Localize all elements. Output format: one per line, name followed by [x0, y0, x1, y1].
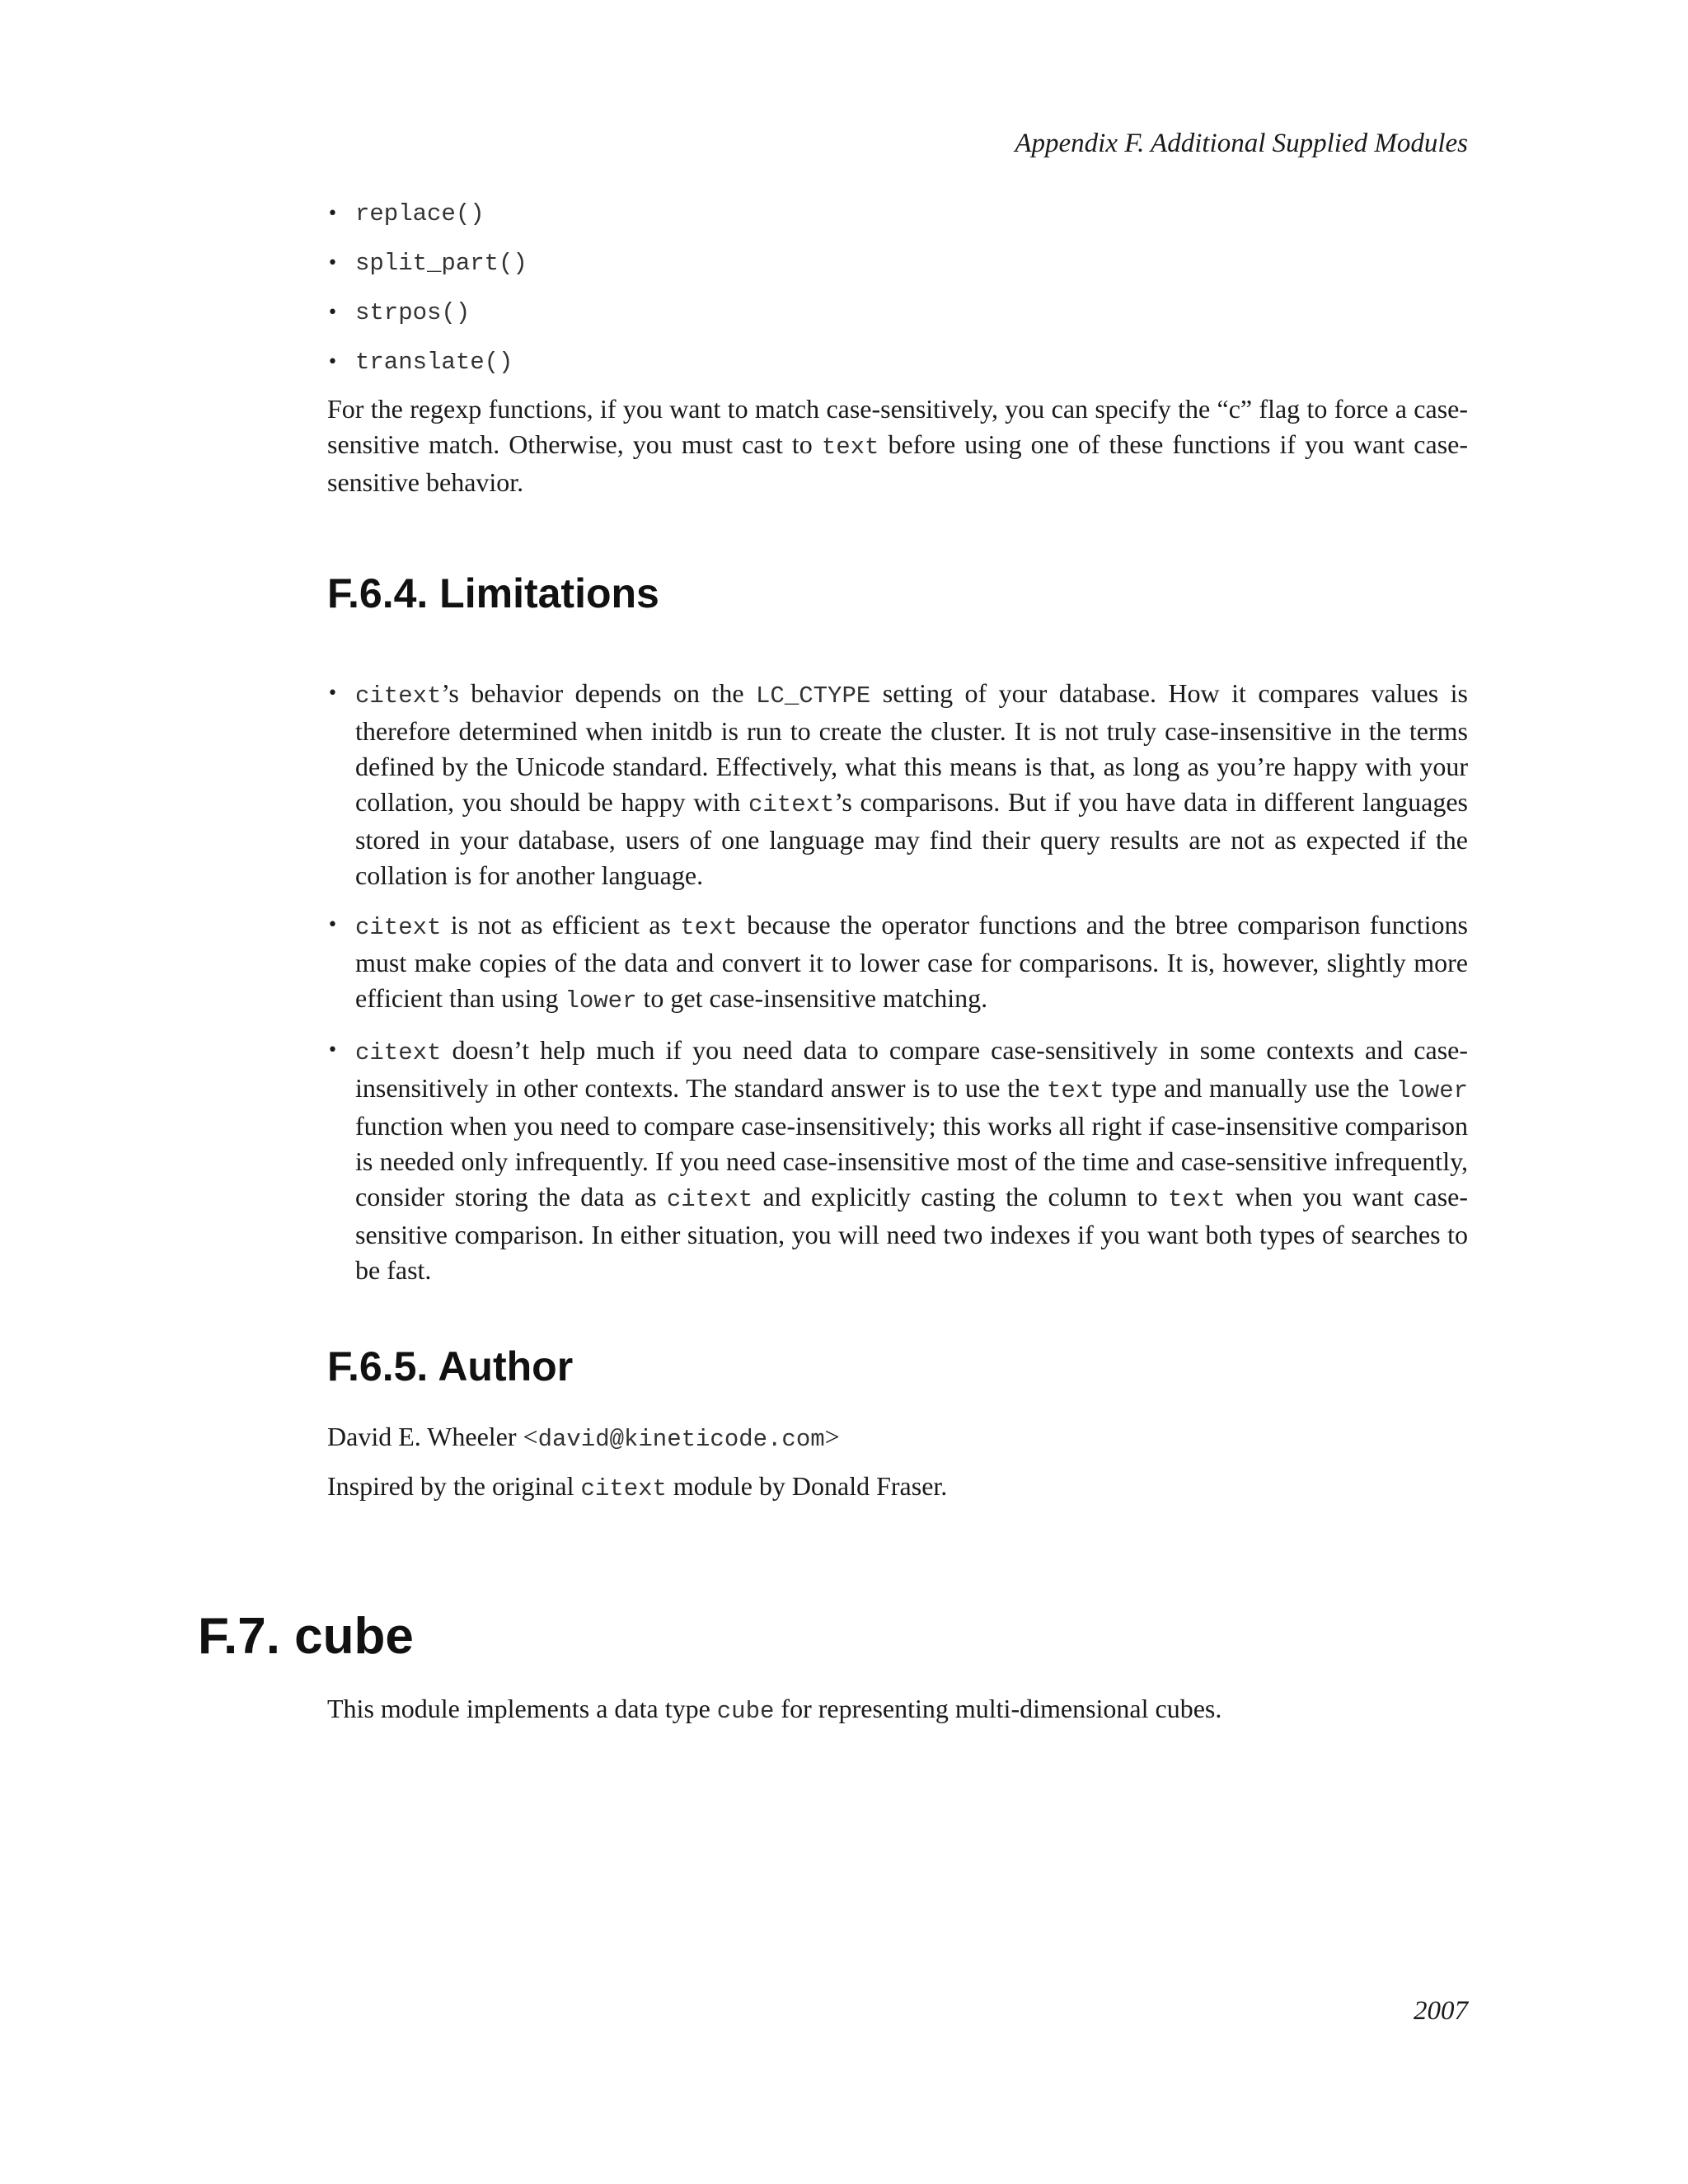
list-item [327, 1033, 1468, 1288]
item-text: to get case-insensitive matching. [636, 983, 988, 1013]
function-name: strpos() [355, 299, 471, 326]
bullet-icon: • [327, 683, 338, 704]
item-text: and explicitly casting the column to [753, 1182, 1168, 1212]
inline-code: text [1047, 1077, 1104, 1104]
list-item [327, 907, 1468, 1019]
paragraph-text: For the regexp functions, if you want to match case-sensitively, you can specify the “c” flag to force a case-sensitive match. Otherwise, you must cast to [327, 394, 1468, 459]
inline-code: text [680, 914, 738, 941]
inline-code: lower [1396, 1077, 1469, 1104]
bullet-icon: • [327, 253, 338, 274]
author-line [327, 1419, 1468, 1457]
inline-code: citext [355, 1039, 442, 1066]
bullet-icon: • [327, 204, 338, 224]
inline-code: text [1167, 1186, 1226, 1213]
list-item [327, 346, 528, 396]
inline-code: lower [565, 987, 637, 1015]
limitations-list [327, 676, 1468, 1302]
author-email: david@kineticode.com [537, 1426, 825, 1453]
inspired-line [327, 1469, 1468, 1507]
item-text: type and manually use the [1104, 1073, 1396, 1103]
function-name: translate() [355, 349, 513, 376]
chapter-heading-cube: F.7. cube [198, 1608, 414, 1665]
item-text: ’s comparisons. But if you have data in different languages stored in your database, users of one language may find their query results are not as expected if the collation is for another language. [355, 787, 1469, 890]
section-heading-limitations: F.6.4. Limitations [327, 570, 659, 616]
paragraph-text: This module implements a data type [327, 1694, 717, 1723]
bullet-icon: • [327, 915, 338, 935]
author-name: David E. Wheeler < [327, 1422, 538, 1451]
list-item [327, 297, 528, 346]
function-name: split_part() [355, 250, 528, 277]
page-number: 2007 [1414, 1996, 1468, 2026]
function-list [327, 198, 528, 396]
bullet-icon: • [327, 1040, 338, 1061]
list-item-text [355, 1033, 1468, 1288]
paragraph-text: before using one of these functions if you want case-sensitive behavior. [327, 429, 1469, 497]
list-item-text [355, 676, 1468, 893]
inline-code: citext [666, 1186, 753, 1213]
item-text: setting of your database. How it compares values is therefore determined when initdb is run to create the cluster. It is not truly case-insensitive in the terms defined by the Unicode standard. Effectively, what this means is that, as long as you’re happy with your collation, you should be happy with [355, 678, 1469, 817]
inline-code: citext [355, 914, 442, 941]
cube-intro [327, 1691, 1468, 1729]
paragraph-text: for representing multi-dimensional cubes. [774, 1694, 1222, 1723]
item-text: doesn’t help much if you need data to compare case-sensitively in some contexts and case-insensitively in other contexts. The standard answer is to use the [355, 1035, 1468, 1103]
item-text: ’s behavior depends on the [441, 678, 757, 708]
inline-code: citext [748, 791, 835, 818]
item-text: function when you need to compare case-insensitively; this works all right if case-insensitive comparison is needed only infrequently. If you need case-insensitive most of the time and case-sensitive infrequently, consider storing the data as [355, 1111, 1468, 1212]
list-item [327, 198, 528, 247]
running-header: Appendix F. Additional Supplied Modules [1015, 129, 1468, 158]
inline-code: LC_CTYPE [756, 682, 871, 710]
item-text: is not as efficient as [441, 910, 681, 940]
bullet-icon: • [327, 352, 338, 373]
list-item-text [355, 907, 1468, 1019]
inline-code: citext [580, 1475, 667, 1502]
inline-code: citext [355, 682, 442, 710]
inline-code: text [821, 434, 879, 461]
bullet-icon: • [327, 302, 338, 323]
author-name-close: > [824, 1422, 840, 1451]
item-text: because the operator functions and the btree comparison functions must make copies of the data and convert it to lower case for comparisons. It is, however, slightly more efficient than using [355, 910, 1469, 1013]
list-item [327, 247, 528, 297]
function-name: replace() [355, 200, 485, 227]
item-text: when you want case-sensitive comparison. In either situation, you will need two indexes if you want both types of searches to be fast. [355, 1182, 1469, 1285]
paragraph-text: module by Donald Fraser. [666, 1471, 948, 1501]
list-item [327, 676, 1468, 893]
section-heading-author: F.6.5. Author [327, 1343, 574, 1390]
regexp-paragraph [327, 391, 1468, 500]
inline-code: cube [716, 1698, 775, 1725]
paragraph-text: Inspired by the original [327, 1471, 581, 1501]
